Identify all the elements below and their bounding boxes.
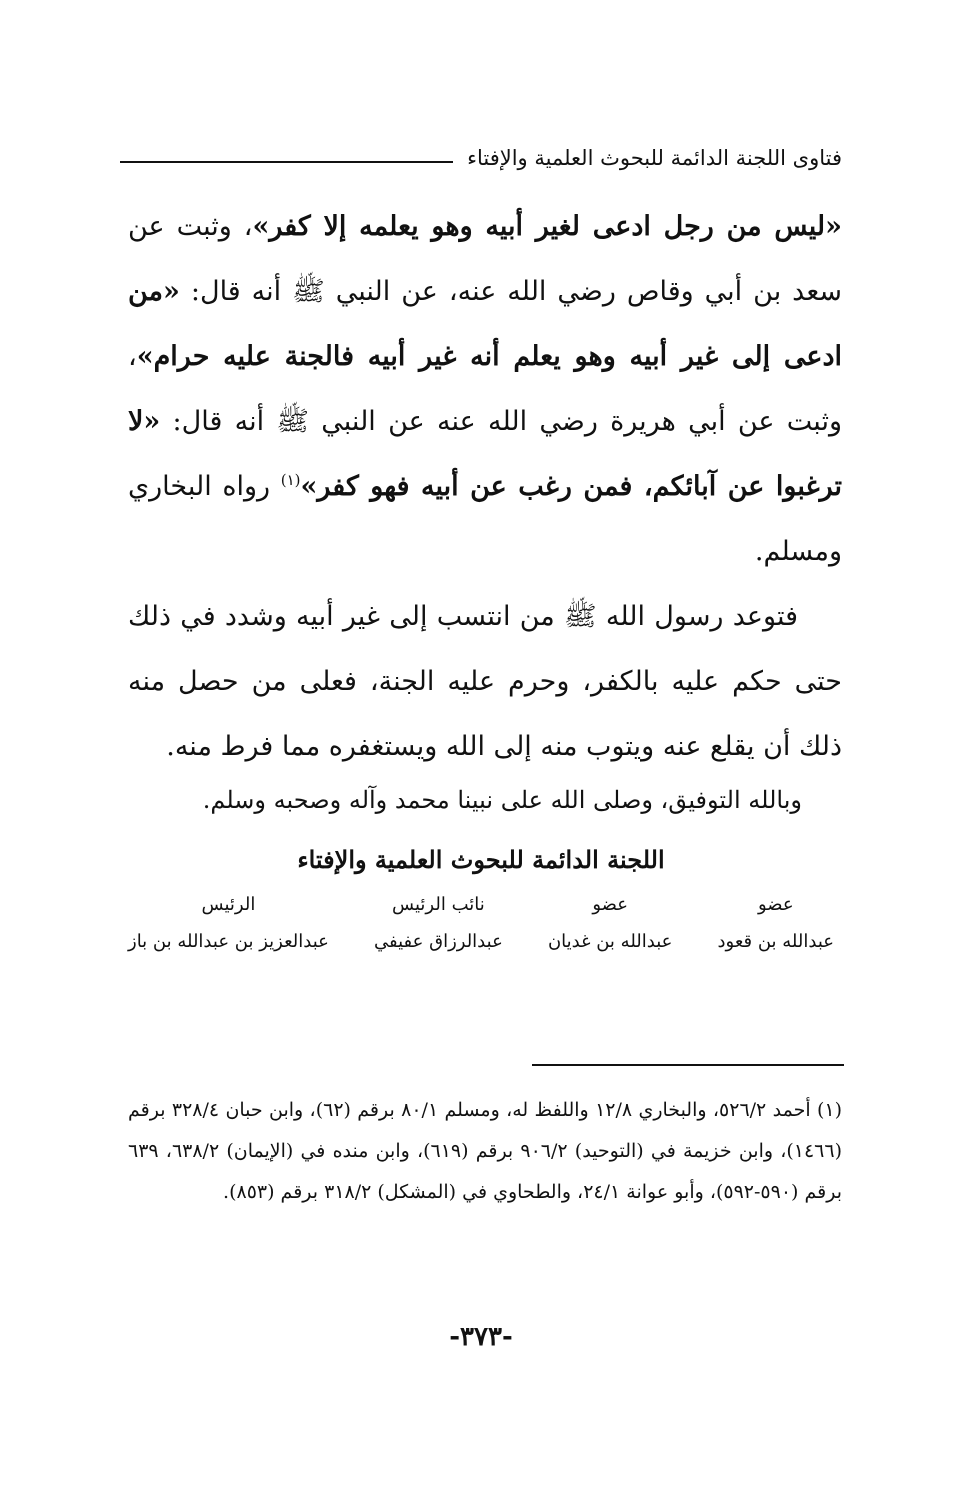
closing-line: وبالله التوفيق، وصلى الله على نبينا محمد وآله وصحبه وسلم. <box>202 786 802 814</box>
narration-text-1: ، وثبت عن سعد بن أبي وقاص رضي الله عنه، عن النبي ﷺ أنه قال: <box>128 211 842 307</box>
signatory-name: عبدالرزاق عفيفي <box>374 931 503 952</box>
signatory-name: عبدالله بن قعود <box>717 931 834 952</box>
narration-text-3: رواه البخاري ومسلم. <box>128 471 842 567</box>
signatory-name: عبدالعزيز بن عبدالله بن باز <box>128 931 329 952</box>
footnote: (١) أحمد ٥٢٦/٢، والبخاري ١٢/٨ واللفظ له، ومسلم ٨٠/١ برقم (٦٢)، وابن حبان ٣٢٨/٤ برقم (١٤٦٦)، وابن خزيمة في (التوحيد) ٩٠٦/٢ برقم (٦١٩)، وابن منده في (الإيمان) ٦٣٨/٢، ٦٣٩ برقم (٥٩٠-٥٩٢)، وأبو عوانة ٢٤/١، والطحاوي في (المشكل) ٣١٨/٢ برقم (٨٥٣). <box>128 1099 842 1203</box>
header-rule <box>120 161 453 163</box>
signatory-role: نائب الرئيس <box>392 894 485 915</box>
hadith-quote-3: «لا ترغبوا عن آبائكم، فمن رغب عن أبيه فهو كفر» <box>128 406 842 502</box>
paragraph-ruling: فتوعد رسول الله ﷺ من انتسب إلى غير أبيه وشدد في ذلك حتى حكم عليه بالكفر، وحرم عليه الجنة، فعلى من حصل منه ذلك أن يقلع عنه ويتوب منه إلى الله ويستغفره مما فرط منه. <box>128 601 842 762</box>
book-title: فتاوى اللجنة الدائمة للبحوث العلمية والإفتاء <box>467 146 842 170</box>
signatory-3 <box>374 888 503 962</box>
page-number: -٣٧٣- <box>449 1322 513 1352</box>
narration-text-2: ، وثبت عن أبي هريرة رضي الله عنه عن النبي ﷺ أنه قال: <box>128 341 842 437</box>
signatory-role: عضو <box>592 894 628 915</box>
hadith-quote-2: «من ادعى إلى غير أبيه وهو يعلم أنه غير أبيه فالجنة عليه حرام» <box>128 276 842 372</box>
fatwa-body <box>128 194 842 779</box>
signatory-role: عضو <box>757 894 794 915</box>
signatory-name: عبدالله بن غديان <box>547 931 673 952</box>
paragraph-hadiths <box>128 194 842 584</box>
signatory-role: الرئيس <box>201 894 256 915</box>
signatory-2 <box>548 888 672 962</box>
committee-name: اللجنة الدائمة للبحوث العلمية والإفتاء <box>297 845 665 874</box>
hadith-quote-1: «ليس من رجل ادعى لغير أبيه وهو يعلمه إلا كفر» <box>252 211 842 242</box>
signatory-1 <box>718 888 834 962</box>
signatories <box>128 888 834 962</box>
signatory-4 <box>128 888 329 962</box>
footnote-rule <box>532 1064 844 1066</box>
running-header <box>120 138 842 178</box>
footnote-reference: (١) <box>280 471 301 489</box>
